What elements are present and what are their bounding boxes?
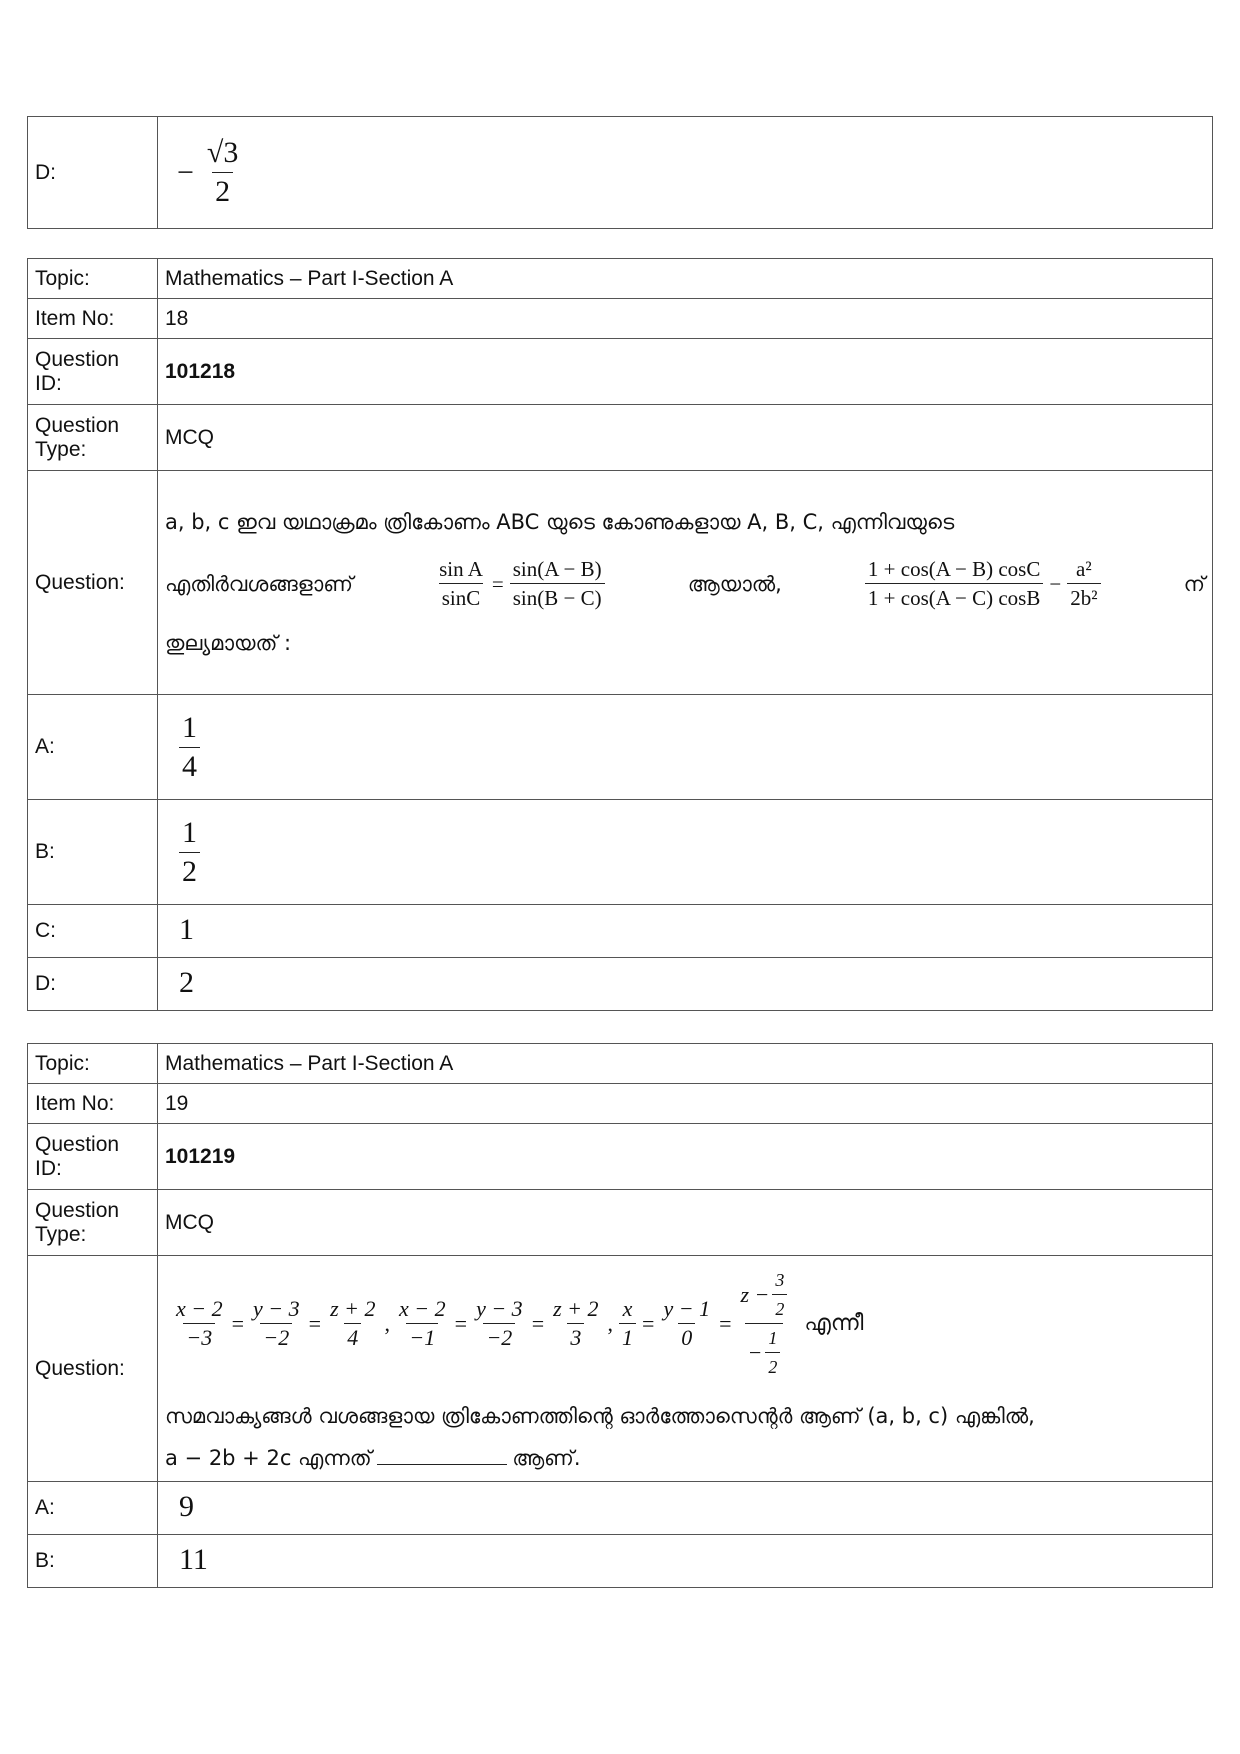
fraction-numerator: 1 + cos(A − B) cosC xyxy=(867,557,1041,581)
option-label: D: xyxy=(28,117,158,229)
fraction-denominator: 2 xyxy=(765,1352,780,1379)
question-line-1: a, b, c ഇവ യഥാക്രമം ത്രികോണം ABC യുടെ കോണുകളായ A, B, C, എന്നിവയുടെ xyxy=(165,510,955,534)
question-table-19 xyxy=(27,1043,1213,1588)
fraction-denominator: 2 xyxy=(212,172,233,209)
fraction-numerator: √3 xyxy=(206,136,239,169)
comma: , xyxy=(607,1310,614,1336)
equals-sign: = xyxy=(531,1310,545,1336)
denominator-prefix: − xyxy=(747,1339,763,1365)
option-row-a xyxy=(28,695,1213,800)
fraction-denominator: 4 xyxy=(179,747,200,784)
fraction-numerator: x xyxy=(622,1296,633,1321)
fraction-numerator: 1 xyxy=(182,815,197,849)
option-row-a xyxy=(28,1482,1213,1535)
line-3-suffix: ആണ്. xyxy=(512,1446,581,1470)
answer-blank xyxy=(377,1444,507,1465)
option-value xyxy=(158,905,1213,958)
fraction-denominator xyxy=(745,1323,784,1379)
topic-row xyxy=(28,1044,1213,1084)
prev-question-fragment xyxy=(27,116,1213,229)
fraction-numerator: sin A xyxy=(439,557,483,581)
fraction-denominator: 1 xyxy=(619,1323,636,1350)
item-no-value: 18 xyxy=(158,299,1213,339)
option-text: 2 xyxy=(179,965,194,999)
fraction-numerator: 3 xyxy=(775,1270,785,1290)
fraction-denominator: 3 xyxy=(567,1323,584,1350)
item-no-row xyxy=(28,1084,1213,1124)
question-line-2: സമവാക്യങ്ങൾ വശങ്ങളായ ത്രികോണത്തിന്റെ ഓർത്തോസെന്റർ ആണ് (a, b, c) എങ്കിൽ, xyxy=(165,1404,1035,1428)
item-no-row xyxy=(28,299,1213,339)
item-no-label: Item No: xyxy=(28,1084,158,1124)
question-id-row xyxy=(28,1124,1213,1190)
option-row-b xyxy=(28,1535,1213,1588)
fraction-denominator: 0 xyxy=(678,1323,695,1350)
fraction-numerator: sin(A − B) xyxy=(512,557,602,581)
question-type-row xyxy=(28,1190,1213,1256)
fraction-numerator: z + 2 xyxy=(330,1296,376,1321)
fraction-numerator: 1 xyxy=(768,1328,778,1348)
fraction-denominator: −3 xyxy=(183,1323,215,1350)
option-row-c xyxy=(28,905,1213,958)
ratio-equation xyxy=(436,557,604,610)
item-no-label: Item No: xyxy=(28,299,158,339)
line-3-expression: a − 2b + 2c എന്നത് xyxy=(165,1446,372,1470)
option-value xyxy=(158,1535,1213,1588)
fraction-denominator: −1 xyxy=(406,1323,438,1350)
fraction-denominator: 4 xyxy=(344,1323,361,1350)
option-text: 11 xyxy=(179,1542,208,1576)
option-row-d xyxy=(28,117,1213,229)
question-id-value: 101218 xyxy=(158,339,1213,405)
question-label: Question: xyxy=(28,1256,158,1482)
question-id-row xyxy=(28,339,1213,405)
question-line-3 xyxy=(165,1443,1205,1473)
question-line-2 xyxy=(165,557,1205,610)
option-label: A: xyxy=(28,1482,158,1535)
equals-sign: = xyxy=(642,1310,655,1336)
fraction-denominator: sin(B − C) xyxy=(510,583,605,610)
fraction-denominator: −2 xyxy=(260,1323,292,1350)
fraction-denominator: 2 xyxy=(772,1294,787,1321)
option-text: 1 xyxy=(179,912,194,946)
equals-sign: = xyxy=(491,571,504,596)
question-type-label: Question Type: xyxy=(28,1190,158,1256)
question-label: Question: xyxy=(28,471,158,695)
fraction-numerator xyxy=(738,1268,791,1323)
question-suffix: ന് xyxy=(1183,571,1205,596)
equals-sign: = xyxy=(454,1310,468,1336)
fraction-numerator: 1 xyxy=(182,710,197,744)
fraction-denominator: −2 xyxy=(483,1323,515,1350)
question-id-value: 101219 xyxy=(158,1124,1213,1190)
option-label: A: xyxy=(28,695,158,800)
question-type-value: MCQ xyxy=(158,1190,1213,1256)
question-type-label: Question Type: xyxy=(28,405,158,471)
question-id-label: Question ID: xyxy=(28,1124,158,1190)
option-value xyxy=(158,117,1213,229)
fraction-numerator: x − 2 xyxy=(399,1296,446,1321)
question-mid-text: ആയാൽ, xyxy=(687,571,782,596)
option-value xyxy=(158,800,1213,905)
fraction-numerator: y − 1 xyxy=(663,1296,711,1321)
item-no-value: 19 xyxy=(158,1084,1213,1124)
question-table-18 xyxy=(27,258,1213,1011)
question-row xyxy=(28,1256,1213,1482)
question-body xyxy=(158,471,1213,695)
topic-value: Mathematics – Part I-Section A xyxy=(158,1044,1213,1084)
option-value xyxy=(158,958,1213,1011)
option-value xyxy=(158,1482,1213,1535)
topic-label: Topic: xyxy=(28,259,158,299)
option-label: C: xyxy=(28,905,158,958)
option-label: B: xyxy=(28,1535,158,1588)
topic-label: Topic: xyxy=(28,1044,158,1084)
option-row-b xyxy=(28,800,1213,905)
minus-sign: − xyxy=(177,155,194,189)
question-line-3: തുല്യമായത് : xyxy=(165,631,292,655)
question-prefix: എതിർവശങ്ങളാണ് xyxy=(165,571,353,596)
question-type-value: MCQ xyxy=(158,405,1213,471)
equals-sign: = xyxy=(231,1310,245,1336)
fraction-numerator: y − 3 xyxy=(476,1296,523,1321)
fraction-denominator: 2b² xyxy=(1067,583,1100,610)
question-row xyxy=(28,471,1213,695)
equals-sign: = xyxy=(308,1310,322,1336)
question-type-row xyxy=(28,405,1213,471)
fraction-denominator: 2 xyxy=(179,852,200,889)
question-body xyxy=(158,1256,1213,1482)
option-value xyxy=(158,695,1213,800)
expression xyxy=(865,557,1101,610)
numerator-prefix: z − xyxy=(740,1281,770,1307)
equals-sign: = xyxy=(719,1310,732,1336)
fraction-denominator: sinC xyxy=(439,583,484,610)
option-text: 9 xyxy=(179,1489,194,1523)
fraction-numerator: y − 3 xyxy=(253,1296,300,1321)
option-row-d xyxy=(28,958,1213,1011)
option-label: D: xyxy=(28,958,158,1011)
topic-value: Mathematics – Part I-Section A xyxy=(158,259,1213,299)
fraction-numerator: z + 2 xyxy=(553,1296,599,1321)
topic-row xyxy=(28,259,1213,299)
question-id-label: Question ID: xyxy=(28,339,158,405)
fraction-denominator: 1 + cos(A − C) cosB xyxy=(865,583,1043,610)
option-label: B: xyxy=(28,800,158,905)
fraction-numerator: a² xyxy=(1076,557,1092,581)
comma: , xyxy=(384,1310,391,1336)
fraction-numerator: x − 2 xyxy=(176,1296,223,1321)
line-1-suffix: എന്നീ xyxy=(804,1310,864,1336)
line-equations xyxy=(173,1268,1205,1379)
minus-sign: − xyxy=(1049,571,1062,596)
